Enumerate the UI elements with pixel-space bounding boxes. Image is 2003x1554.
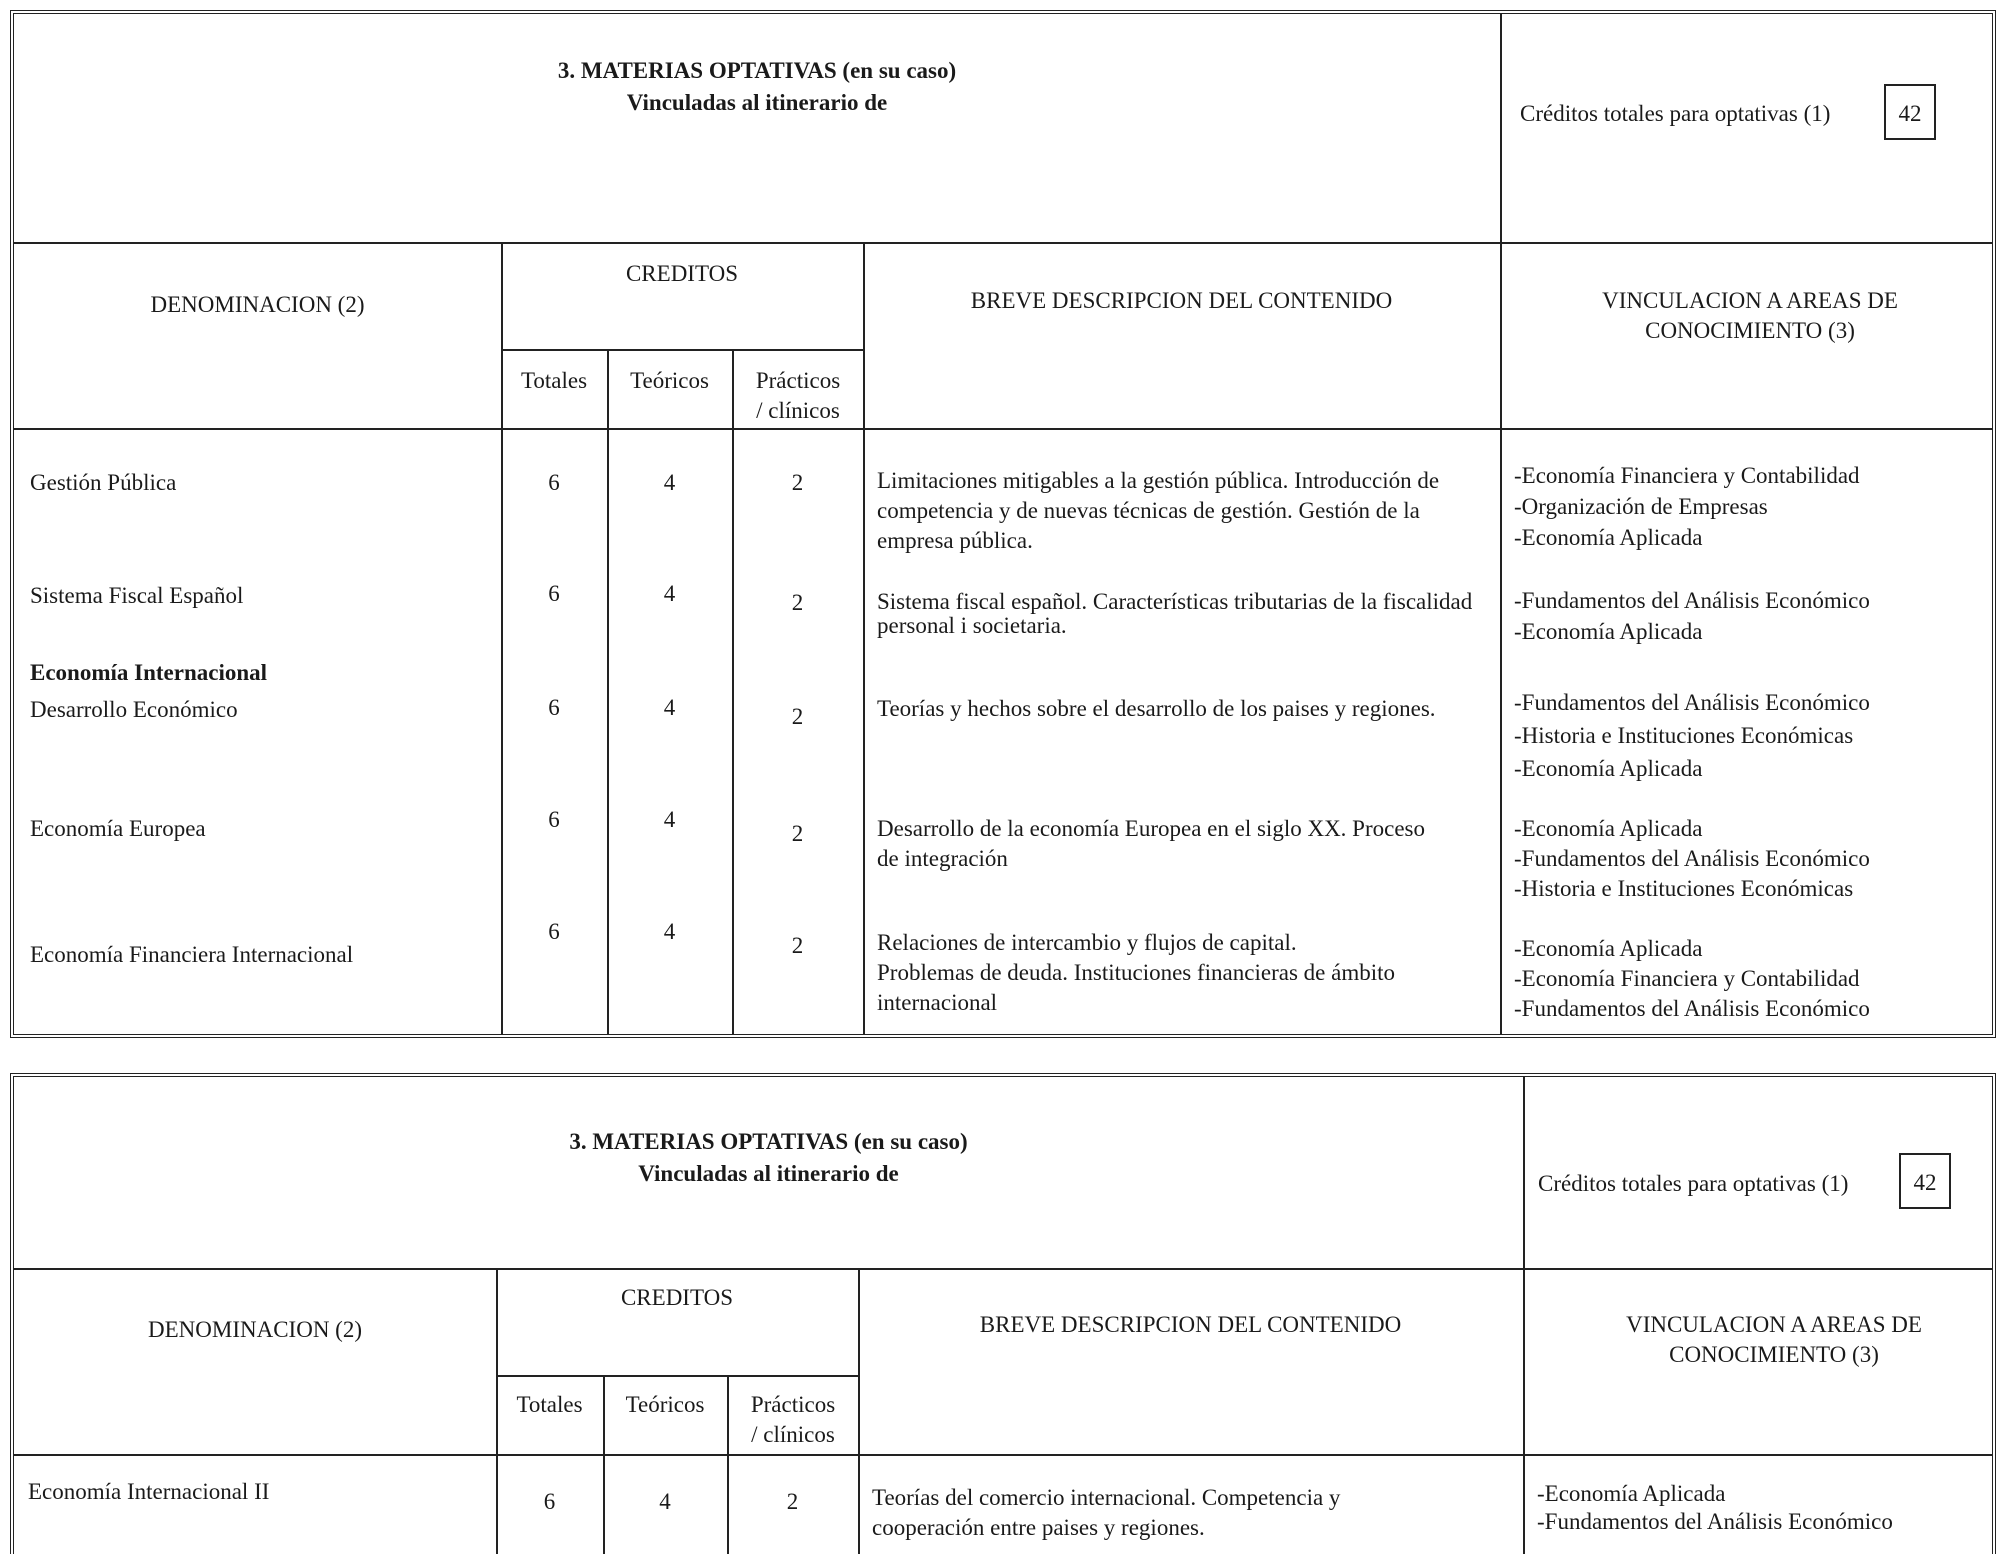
row-descripcion: Teorías y hechos sobre el desarrollo de los paises y regiones.: [877, 696, 1436, 721]
denominacion-header: DENOMINACION (2): [150, 292, 365, 317]
descripcion-column-divider: [863, 242, 865, 1034]
descripcion-header: BREVE DESCRIPCION DEL CONTENIDO: [970, 288, 1393, 313]
row-teoricos: 4: [663, 470, 676, 495]
denominacion-column-divider: [501, 242, 503, 1034]
vinculacion-header: VINCULACION A AREAS DE CONOCIMIENTO (3): [1602, 288, 1898, 343]
area-item: -Fundamentos del Análisis Económico: [1537, 1509, 1893, 1534]
vinculacion-header: VINCULACION A AREAS DE CONOCIMIENTO (3): [1626, 1312, 1922, 1367]
row-teoricos: 4: [659, 1489, 671, 1514]
area-item: -Economía Aplicada: [1514, 756, 1703, 781]
row-practicos: 2: [786, 1489, 799, 1514]
table-title: 3. MATERIAS OPTATIVAS (en su caso): [569, 1129, 968, 1154]
creditos-totales-value: 42: [1899, 1153, 1951, 1209]
row-areas: [1537, 1480, 1893, 1536]
practicos-header: Prácticos / clínicos: [755, 368, 841, 423]
optativas-table-2: [10, 1073, 1996, 1554]
row-totales: 6: [548, 919, 560, 944]
row-name: Gestión Pública: [30, 470, 177, 495]
creditos-totales-label: Créditos totales para optativas (1): [1520, 101, 1831, 126]
creditos-subheader-divider: [496, 1375, 858, 1377]
area-item: -Economía Financiera y Contabilidad: [1514, 966, 1860, 991]
area-item: -Economía Aplicada: [1514, 619, 1703, 644]
row-teoricos: 4: [663, 807, 676, 832]
denominacion-header: DENOMINACION (2): [148, 1317, 362, 1342]
optativas-table-1: [10, 10, 1996, 1038]
creditos-totales-label: Créditos totales para optativas (1): [1538, 1171, 1849, 1196]
table-title: 3. MATERIAS OPTATIVAS (en su caso): [557, 58, 957, 83]
practicos-header: Prácticos / clínicos: [750, 1392, 836, 1447]
area-item: -Economía Financiera y Contabilidad: [1514, 463, 1860, 488]
row-descripcion: Desarrollo de la economía Europea en el siglo XX. Proceso de integración: [877, 816, 1425, 871]
column-header-divider: [14, 428, 1992, 430]
row-practicos: 2: [791, 933, 804, 958]
row-descripcion: Relaciones de intercambio y flujos de capital. Problemas de deuda. Instituciones financieras de ámbito internacional: [877, 930, 1395, 1015]
row-areas: [1514, 814, 1870, 904]
row-practicos: 2: [791, 704, 804, 729]
row-name: Economía Financiera Internacional: [30, 942, 354, 967]
area-item: -Fundamentos del Análisis Económico: [1514, 588, 1870, 613]
descripcion-header: BREVE DESCRIPCION DEL CONTENIDO: [979, 1312, 1402, 1337]
header-divider: [14, 242, 1992, 244]
area-item: -Historia e Instituciones Económicas: [1514, 876, 1854, 901]
row-totales: 6: [548, 807, 560, 832]
row-name: Economía Internacional II: [28, 1479, 270, 1504]
row-practicos: 2: [791, 821, 804, 846]
table-subtitle: Vinculadas al itinerario de: [638, 1161, 899, 1186]
vinculacion-column-divider: [1523, 1077, 1525, 1554]
header-divider: [14, 1268, 1992, 1270]
row-teoricos: 4: [663, 695, 676, 720]
area-item: -Economía Aplicada: [1514, 936, 1703, 961]
teoricos-header: Teóricos: [625, 1392, 705, 1417]
row-teoricos: 4: [663, 919, 676, 944]
row-descripcion: Sistema fiscal español. Características tributarias de la fiscalidad personal i societaria.: [877, 589, 1473, 638]
row-practicos: 2: [791, 470, 804, 495]
area-item: -Historia e Instituciones Económicas: [1514, 723, 1854, 748]
teoricos-column-divider: [727, 1375, 729, 1554]
row-totales: 6: [548, 695, 560, 720]
table-subtitle: Vinculadas al itinerario de: [626, 90, 888, 115]
area-item: -Fundamentos del Análisis Económico: [1514, 846, 1870, 871]
row-totales: 6: [548, 581, 560, 606]
group-heading: Economía Internacional: [30, 660, 268, 685]
totales-header: Totales: [516, 1392, 583, 1417]
row-totales: 6: [543, 1489, 556, 1514]
creditos-header: CREDITOS: [625, 261, 739, 286]
row-name: Sistema Fiscal Español: [30, 583, 244, 608]
row-areas: [1514, 934, 1870, 1024]
creditos-totales-value: 42: [1884, 84, 1936, 140]
area-item: -Fundamentos del Análisis Económico: [1514, 690, 1870, 715]
row-name: Economía Europea: [30, 816, 206, 841]
row-areas: [1514, 460, 1860, 553]
row-descripcion: Limitaciones mitigables a la gestión pública. Introducción de competencia y de nuevas técnicas de gestión. Gestión de la empresa pública.: [877, 468, 1440, 553]
area-item: -Economía Aplicada: [1514, 525, 1703, 550]
area-item: -Organización de Empresas: [1514, 494, 1768, 519]
area-item: -Economía Aplicada: [1514, 816, 1703, 841]
totales-header: Totales: [520, 368, 588, 393]
creditos-header: CREDITOS: [620, 1285, 734, 1310]
row-practicos: 2: [791, 590, 804, 615]
vinculacion-column-divider: [1500, 14, 1502, 1034]
area-item: -Fundamentos del Análisis Económico: [1514, 996, 1870, 1021]
creditos-subheader-divider: [501, 349, 863, 351]
row-name: Desarrollo Económico: [30, 697, 238, 722]
teoricos-header: Teóricos: [630, 368, 709, 393]
row-areas: [1514, 585, 1870, 647]
row-areas: [1514, 686, 1870, 785]
row-teoricos: 4: [663, 581, 676, 606]
area-item: -Economía Aplicada: [1537, 1481, 1726, 1506]
row-totales: 6: [548, 470, 560, 495]
column-header-divider: [14, 1454, 1992, 1456]
row-descripcion: Teorías del comercio internacional. Competencia y cooperación entre paises y regiones.: [872, 1485, 1341, 1540]
